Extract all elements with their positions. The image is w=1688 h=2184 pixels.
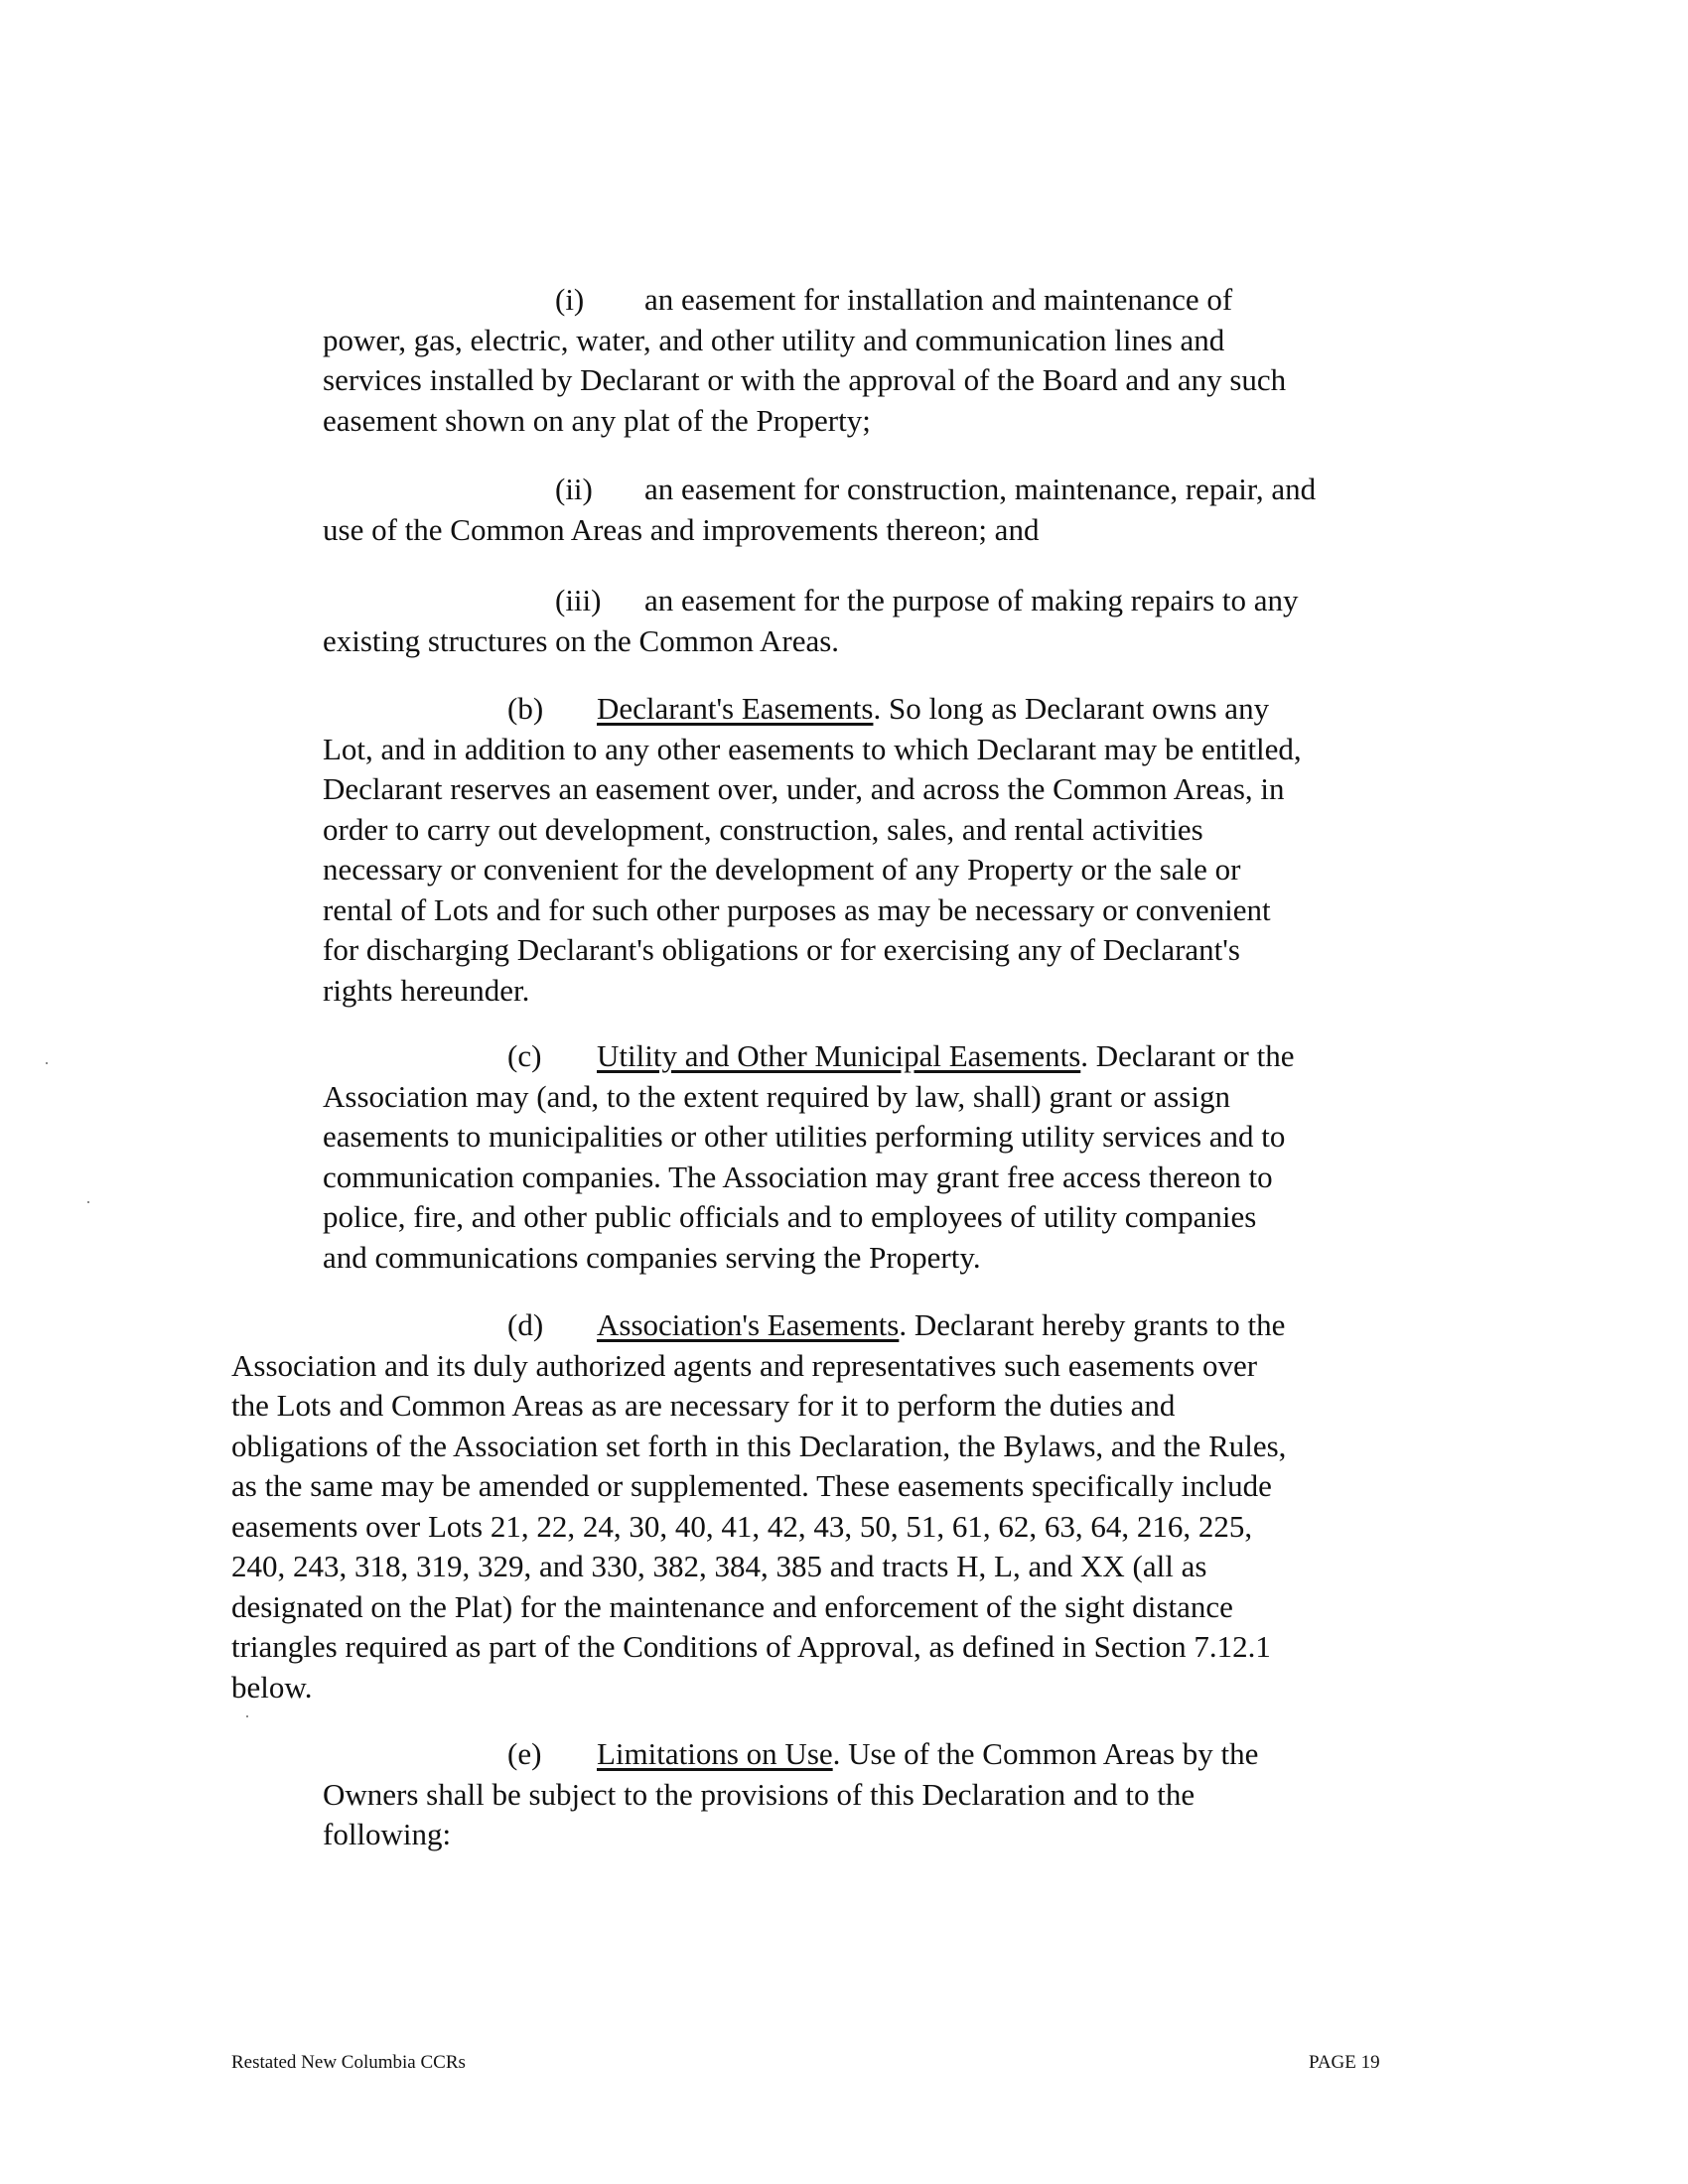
paragraph-d-line: Association and its duly authorized agents and representatives such easements over: [231, 1347, 1258, 1383]
paragraph-e: [323, 1734, 1259, 1855]
paragraph-d-lead: . Declarant hereby grants to the: [899, 1307, 1286, 1342]
paragraph-c-number: (c): [507, 1038, 542, 1073]
paragraph-iii-number: (iii): [555, 583, 602, 617]
scan-speck: [46, 1062, 48, 1064]
paragraph-b-heading: Declarant's Easements: [597, 691, 874, 726]
paragraph-i-line: power, gas, electric, water, and other utility and communication lines and: [323, 322, 1225, 357]
paragraph-d-line: designated on the Plat) for the maintenance and enforcement of the sight distance: [231, 1588, 1233, 1624]
paragraph-iii-line: existing structures on the Common Areas.: [323, 622, 840, 658]
paragraph-d-heading: Association's Easements: [597, 1307, 900, 1342]
paragraph-e-first-line: [507, 1734, 1379, 1775]
scan-speck: [246, 1715, 248, 1717]
paragraph-b: [323, 689, 1302, 1011]
paragraph-c-line: and communications companies serving the Property.: [323, 1239, 981, 1275]
paragraph-i-line: easement shown on any plat of the Property;: [323, 402, 871, 438]
paragraph-d-number: (d): [507, 1307, 544, 1342]
scan-speck: [87, 1201, 89, 1203]
paragraph-b-line: necessary or convenient for the development of any Property or the sale or: [323, 852, 1241, 887]
paragraph-c-line: police, fire, and other public officials and to employees of utility companies: [323, 1199, 1257, 1234]
paragraph-ii: [323, 470, 1317, 550]
paragraph-e-line: following:: [323, 1817, 452, 1851]
paragraph-ii-first-line: [555, 470, 1316, 510]
footer-document-title: Restated New Columbia CCRs: [231, 2052, 466, 2073]
paragraph-c-first-line: [507, 1036, 1470, 1077]
paragraph-i: [323, 280, 1286, 441]
paragraph-b-lead: . So long as Declarant owns any: [873, 691, 1270, 726]
paragraph-c-line: easements to municipalities or other utilities performing utility services and to: [323, 1119, 1286, 1154]
paragraph-ii-number: (ii): [555, 472, 593, 506]
paragraph-b-line: Declarant reserves an easement over, under, and across the Common Areas, in: [323, 771, 1285, 806]
paragraph-ii-line: use of the Common Areas and improvements thereon; and: [323, 511, 1040, 547]
paragraph-c-heading: Utility and Other Municipal Easements: [597, 1038, 1081, 1073]
paragraph-i-lead: an easement for installation and maintenance of: [644, 282, 1233, 317]
paragraph-c: [323, 1036, 1295, 1278]
paragraph-e-number: (e): [507, 1736, 542, 1771]
paragraph-b-line: for discharging Declarant's obligations or for exercising any of Declarant's: [323, 932, 1240, 967]
paragraph-d-first-line: [507, 1305, 1562, 1346]
paragraph-b-line: rights hereunder.: [323, 972, 530, 1008]
paragraph-ii-lead: an easement for construction, maintenance, repair, and: [644, 472, 1317, 506]
paragraph-d-line: 240, 243, 318, 319, 329, and 330, 382, 384, 385 and tracts H, L, and XX (all as: [231, 1549, 1207, 1583]
paragraph-b-number: (b): [507, 691, 544, 726]
footer-page-number: PAGE 19: [1309, 2052, 1380, 2073]
paragraph-c-line: Association may (and, to the extent required by law, shall) grant or assign: [323, 1078, 1230, 1114]
paragraph-i-first-line: [555, 280, 1518, 321]
paragraph-iii: [323, 581, 1299, 661]
paragraph-d-line: triangles required as part of the Conditions of Approval, as defined in Section 7.12.1: [231, 1629, 1271, 1664]
paragraph-iii-lead: an easement for the purpose of making repairs to any: [644, 583, 1299, 617]
paragraph-b-line: order to carry out development, construction, sales, and rental activities: [323, 811, 1203, 847]
paragraph-c-lead: . Declarant or the: [1080, 1038, 1295, 1073]
paragraph-d-line: the Lots and Common Areas as are necessary for it to perform the duties and: [231, 1388, 1176, 1423]
paragraph-d-line: below.: [231, 1669, 313, 1705]
paragraph-d-line: easements over Lots 21, 22, 24, 30, 40, 41, 42, 43, 50, 51, 61, 62, 63, 64, 216, 225,: [231, 1508, 1253, 1544]
paragraph-i-number: (i): [555, 282, 585, 317]
paragraph-d-line: as the same may be amended or supplemented. These easements specifically include: [231, 1468, 1272, 1503]
paragraph-e-heading: Limitations on Use: [597, 1736, 833, 1771]
paragraph-b-line: rental of Lots and for such other purposes as may be necessary or convenient: [323, 891, 1271, 927]
paragraph-iii-first-line: [555, 581, 1299, 621]
paragraph-i-line: services installed by Declarant or with the approval of the Board and any such: [323, 362, 1287, 397]
paragraph-b-line: Lot, and in addition to any other easements to which Declarant may be entitled,: [323, 731, 1302, 766]
paragraph-b-first-line: [507, 689, 1486, 730]
paragraph-d-line: obligations of the Association set forth in this Declaration, the Bylaws, and the Rules,: [231, 1428, 1287, 1463]
paragraph-d: [231, 1305, 1286, 1707]
paragraph-c-line: communication companies. The Association may grant free access thereon to: [323, 1159, 1273, 1194]
paragraph-e-lead: . Use of the Common Areas by the: [832, 1736, 1259, 1771]
paragraph-e-line: Owners shall be subject to the provisions of this Declaration and to the: [323, 1776, 1196, 1812]
